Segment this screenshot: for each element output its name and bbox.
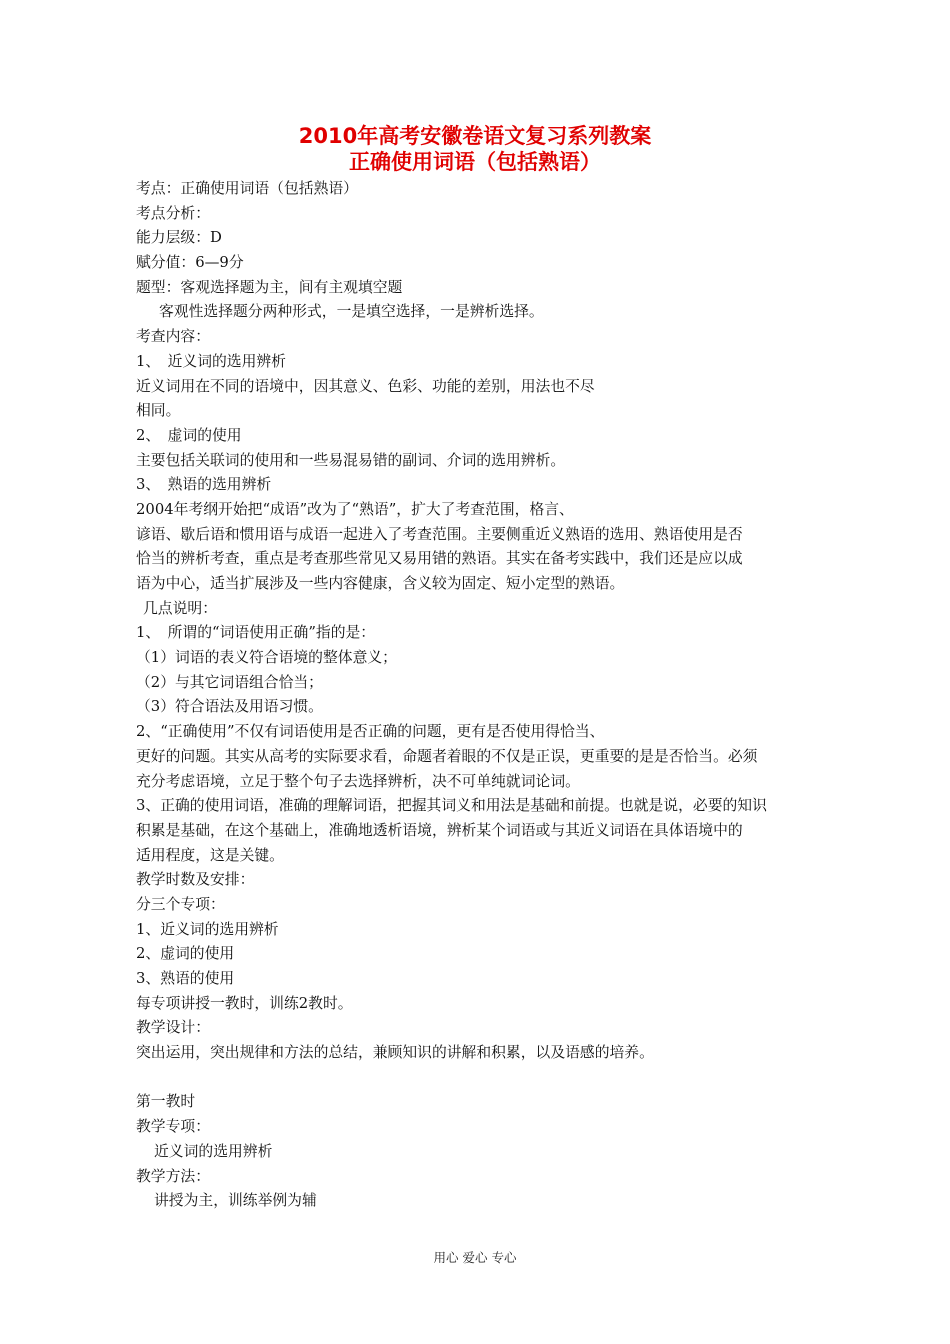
- paragraph-line: 积累是基础，在这个基础上，准确地透析语境，辨析某个词语或与其近义词语在具体语境中的: [136, 821, 743, 839]
- paragraph-line: 恰当的辨析考查，重点是考查那些常见又易用错的熟语。其实在备考实践中，我们还是应以成: [136, 550, 743, 568]
- notes-heading: 几点说明：: [143, 599, 217, 617]
- sub-item: （1）词语的表义符合语境的整体意义；: [136, 649, 397, 667]
- paragraph-line: 2004年考纲开始把“成语”改为了“熟语”，扩大了考查范围，格言、: [136, 500, 574, 518]
- exam-point-line: 考点：正确使用词语（包括熟语）: [136, 180, 358, 197]
- lesson-topic-label: 教学专项：: [136, 1118, 210, 1136]
- document-subtitle: 正确使用词语（包括熟语）: [349, 150, 601, 174]
- note-item-1: 1、 所谓的“词语使用正确”指的是：: [136, 624, 376, 642]
- page-footer: 用心 爱心 专心: [433, 1250, 517, 1265]
- paragraph-line: 谚语、歇后语和惯用语与成语一起进入了考查范围。主要侧重近义熟语的选用、熟语使用是否: [136, 525, 743, 543]
- question-type-line: 题型：客观选择题为主，间有主观填空题: [136, 278, 403, 296]
- schedule-item: 1、近义词的选用辨析: [136, 920, 279, 938]
- document-body: [136, 177, 816, 1214]
- score-line: 赋分值：6—9分: [136, 254, 244, 272]
- document-title: 2010年高考安徽卷语文复习系列教案: [298, 124, 652, 148]
- content-item-3: 3、 熟语的选用辨析: [136, 476, 272, 494]
- design-heading: 教学设计：: [136, 1019, 210, 1037]
- content-heading: 考查内容：: [136, 328, 210, 346]
- design-text: 突出运用，突出规律和方法的总结，兼顾知识的讲解和积累，以及语感的培养。: [136, 1044, 654, 1062]
- paragraph-line: 近义词用在不同的语境中，因其意义、色彩、功能的差别，用法也不尽: [136, 377, 595, 395]
- paragraph-line: 主要包括关联词的使用和一些易混易错的副词、介词的选用辨析。: [136, 451, 566, 469]
- sub-item: （3）符合语法及用语习惯。: [136, 698, 323, 716]
- schedule-intro: 分三个专项：: [136, 895, 225, 913]
- blank-line: [136, 1066, 816, 1091]
- lesson-heading: 第一教时: [136, 1093, 196, 1111]
- paragraph-line: 适用程度，这是关键。: [136, 846, 284, 864]
- paragraph-line: 相同。: [136, 402, 181, 420]
- sub-item: （2）与其它词语组合恰当；: [136, 673, 323, 691]
- content-item-1: 1、 近义词的选用辨析: [136, 352, 286, 370]
- schedule-item: 2、虚词的使用: [136, 945, 235, 963]
- lesson-method: 讲授为主，训练举例为辅: [154, 1192, 317, 1210]
- content-item-2: 2、 虚词的使用: [136, 426, 242, 444]
- paragraph-line: 更好的问题。其实从高考的实际要求看，命题者着眼的不仅是正误，更重要的是是否恰当。必须: [136, 747, 758, 765]
- lesson-topic: 近义词的选用辨析: [154, 1142, 273, 1160]
- paragraph-line: 语为中心，适当扩展涉及一些内容健康，含义较为固定、短小定型的熟语。: [136, 575, 625, 592]
- schedule-item: 3、熟语的使用: [136, 970, 235, 987]
- schedule-note: 每专项讲授一教时，训练2教时。: [136, 994, 353, 1012]
- question-type-note: 客观性选择题分两种形式，一是填空选择，一是辨析选择。: [159, 303, 544, 321]
- paragraph-line: 充分考虑语境，立足于整个句子去选择辨析，决不可单纯就词论词。: [136, 772, 580, 790]
- note-item-3: 3、正确的使用词语，准确的理解词语，把握其词义和用法是基础和前提。也就是说，必要的知识: [136, 797, 767, 815]
- ability-level-line: 能力层级：D: [136, 229, 222, 247]
- note-item-2: 2、“正确使用”不仅有词语使用是否正确的问题，更有是否使用得恰当、: [136, 723, 605, 741]
- schedule-heading: 教学时数及安排：: [136, 871, 255, 889]
- analysis-heading: 考点分析：: [136, 204, 210, 222]
- lesson-method-label: 教学方法：: [136, 1167, 210, 1185]
